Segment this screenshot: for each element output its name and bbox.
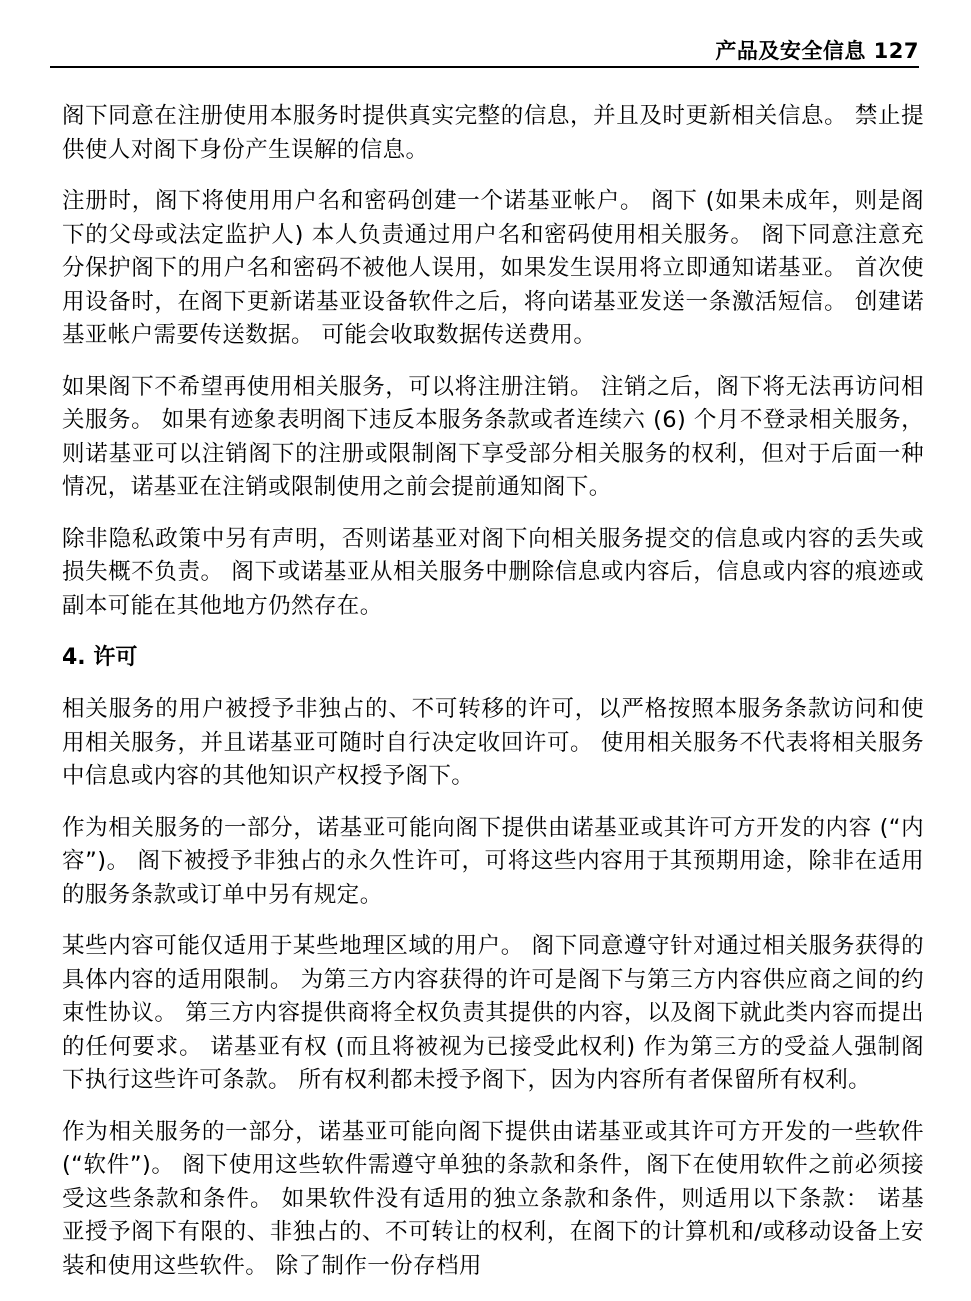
paragraph-data-loss: 除非隐私政策中另有声明，否则诺基亚对阁下向相关服务提交的信息或内容的丢失或损失概不负责。 阁下或诺基亚从相关服务中删除信息或内容后，信息或内容的痕迹或副本可能在其他地方仍然存在。 — [62, 525, 924, 619]
paragraph-license-grant: 相关服务的用户被授予非独占的、不可转移的许可，以严格按照本服务条款访问和使用相关服务，并且诺基亚可随时自行决定收回许可。 使用相关服务不代表将相关服务中信息或内容的其他知识产权授予阁下。 — [62, 696, 924, 789]
paragraph-regional-content: 某些内容可能仅适用于某些地理区域的用户。 阁下同意遵守针对通过相关服务获得的具体内容的适用限制。 为第三方内容获得的许可是阁下与第三方内容供应商之间的约束性协议。 第三方内容提供商将全权负责其提供的内容，以及阁下就此类内容而提出的任何要求。 诺基亚有权 (而且将被视为已接受此权利) 作为第三方的受益人强制阁下执行这些许可条款。 所有权利都未授予阁下，因为内容所有者保留所有权利。 — [62, 933, 924, 1093]
section-heading-license: 4. 许可 — [62, 645, 138, 670]
page-header-title: 产品及安全信息 127 — [715, 39, 919, 63]
paragraph-registration-info: 阁下同意在注册使用本服务时提供真实完整的信息，并且及时更新相关信息。 禁止提供使人对阁下身份产生误解的信息。 — [62, 103, 924, 163]
paragraph-account-creation: 注册时，阁下将使用用户名和密码创建一个诺基亚帐户。 阁下 (如果未成年，则是阁下的父母或法定监护人) 本人负责通过用户名和密码使用相关服务。 阁下同意注意充分保护阁下的用户名和密码不被他人误用，如果发生误用将立即通知诺基亚。 首次使用设备时，在阁下更新诺基亚设备软件之后，将向诺基亚发送一条激活短信。 创建诺基亚帐户需要传送数据。 可能会收取数据传送费用。 — [62, 188, 924, 348]
paragraph-software-license: 作为相关服务的一部分，诺基亚可能向阁下提供由诺基亚或其许可方开发的一些软件 (“软件”)。 阁下使用这些软件需遵守单独的条款和条件，阁下在使用软件之前必须接受这些条款和条件。 如果软件没有适用的独立条款和条件，则适用以下条款： 诺基亚授予阁下有限的、非独占的、不可转让的权利，在阁下的计算机和/或移动设备上安装和使用这些软件。 除了制作一份存档用 — [62, 1118, 924, 1279]
paragraph-deregistration: 如果阁下不希望再使用相关服务，可以将注册注销。 注销之后，阁下将无法再访问相关服务。 如果有迹象表明阁下违反本服务条款或者连续六 (6) 个月不登录相关服务，则诺基亚可以注销阁下的注册或限制阁下享受部分相关服务的权利，但对于后面一种情况，诺基亚在注销或限制使用之前会提前通知阁下。 — [62, 373, 924, 500]
paragraph-content-license: 作为相关服务的一部分，诺基亚可能向阁下提供由诺基亚或其许可方开发的内容 (“内容”)。 阁下被授予非独占的永久性许可，可将这些内容用于其预期用途，除非在适用的服务条款或订单中另有规定。 — [62, 814, 924, 908]
document-body — [62, 100, 924, 1301]
page-header — [50, 38, 919, 68]
